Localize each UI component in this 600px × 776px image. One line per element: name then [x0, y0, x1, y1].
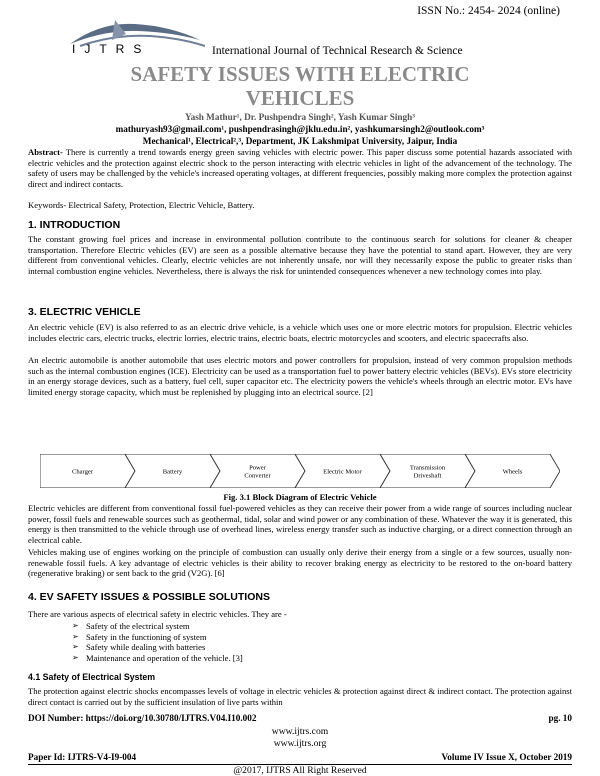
diagram-label-1: Battery [162, 468, 183, 476]
journal-name: International Journal of Technical Research & Science [212, 45, 463, 57]
section-1-heading: 1. INTRODUCTION [28, 219, 121, 231]
list-item-text: Safety in the functioning of system [86, 631, 207, 642]
diagram-label-3: Electric Motor [323, 468, 362, 476]
doi-number: DOI Number: https://doi.org/10.30780/IJTRS.V04.I10.002 [28, 713, 257, 723]
issn-number: ISSN No.: 2454- 2024 (online) [417, 5, 560, 17]
list-item [72, 632, 552, 643]
paper-authors: Yash Mathur¹, Dr. Pushpendra Singh², Yash Kumar Singh³ [184, 112, 416, 122]
website-com[interactable]: www.ijtrs.com [271, 726, 329, 737]
list-item-text: Maintenance and operation of the vehicle. [3] [86, 652, 243, 663]
paper-title: SAFETY ISSUES WITH ELECTRIC VEHICLES [130, 62, 470, 110]
author-affiliation: Mechanical¹, Electrical²,³, Department, JK Lakshmipat University, Jaipur, India [142, 136, 458, 146]
author-emails: mathuryash93@gmail.com¹, pushpendrasingh@jklu.edu.in², yashkumarsingh2@outlook.com³ [115, 124, 485, 134]
section-1-paragraph: The constant growing fuel prices and increase in environmental pollution contribute to the continuous search for solutions for cleaner & cheaper transportation. Therefore Electric vehicles (EV) are seen as a possible alternative because they have the potential to stand apart. However, they are very different from conventional vehicles. Clearly, electric vehicles are not inherently unsafe, nor will they necessarily expose the public to greater risks than internal combustion engine vehicles. Nevertheless, there is always the risk for unintended consequences whenever a new technology comes into play. [28, 234, 572, 276]
diagram-label-0: Charger [71, 468, 94, 476]
figure-caption: Fig. 3.1 Block Diagram of Electric Vehicle [223, 492, 377, 502]
section-4-1-paragraph: The protection against electric shocks encompasses levels of voltage in electric vehicles & protection against direct & indirect contact. The protection against direct contact is carried out by the sufficient insulation of live parts within [28, 686, 572, 707]
arrow-bullet-icon: ➢ [72, 642, 79, 652]
list-item [72, 653, 552, 664]
section-3-paragraph-1: An electric vehicle (EV) is also referred to as an electric drive vehicle, is a vehicle which uses one or more electric motors for propulsion. Electric vehicles includes electric cars, electric trucks, electric lorries, electric trains, electric boats, electric motorcycles and scooters, and electric spacecrafts also. [28, 322, 572, 343]
page-number: pg. 10 [548, 713, 572, 723]
diagram-label-4: Transmission Driveshaft [409, 464, 446, 480]
section-3-heading: 3. ELECTRIC VEHICLE [28, 306, 141, 318]
abstract-label: Abstract- [28, 147, 63, 157]
section-3-paragraph-3: Electric vehicles are different from conventional fossil fuel-powered vehicles as they can receive their power from a wide range of sources including nuclear power, fossil fuels and renewable sources such as geothermal, tidal, solar and wind power or any combination of these. Whatever the way it is generated, this energy is then transmitted to the vehicle through use of overhead lines, wireless energy transfer such as inductive charging, or a direct connection through an electrical cable. [28, 503, 572, 545]
abstract-text: There is currently a trend towards energy green saving vehicles with electric power. This paper discuss some potential hazards associated with electric vehicles and the protection against electric shock to the person interacting with electric vehicles in light of the advancement of the technology. The safety of users may be challenged by the vehicle's increased operating voltages, at different frequencies, possibly making more complex the protection against direct and indirect contacts. [28, 147, 572, 189]
list-item-text: Safety while dealing with batteries [86, 642, 206, 653]
copyright: @2017, IJTRS All Right Reserved [233, 765, 367, 776]
abstract [28, 147, 572, 189]
ev-block-diagram [40, 454, 560, 488]
logo-wordmark: IJTRS [72, 42, 151, 56]
section-4-1-heading: 4.1 Safety of Electrical System [28, 672, 156, 682]
list-item-text: Safety of the electrical system [86, 621, 190, 631]
arrow-bullet-icon: ➢ [72, 652, 79, 662]
paper-id: Paper Id: IJTRS-V4-I9-004 [28, 752, 137, 762]
diagram-label-5: Wheels [502, 468, 523, 476]
section-4-heading: 4. EV SAFETY ISSUES & POSSIBLE SOLUTIONS [28, 591, 270, 603]
volume-issue: Volume IV Issue X, October 2019 [441, 752, 572, 762]
safety-aspects-list [72, 621, 552, 663]
keywords: Keywords- Electrical Safety, Protection, Electric Vehicle, Battery. [28, 200, 255, 210]
section-3-paragraph-2: An electric automobile is another automobile that uses electric motors and power controllers for propulsion, instead of very common propulsion methods such as the internal combustion engines (ICE). Electricity can be used as a transportation fuel to power battery electric vehicles (BEVs). EVs store electricity in an energy storage devices, such as a battery, fuel cell, super capacitor etc. The electricity powers the vehicle's wheels through an electric motor. EVs have limited energy storage capacity, which must be replenished by plugging into an electrical source. [2] [28, 355, 572, 397]
list-item [72, 642, 552, 653]
section-4-intro: There are various aspects of electrical safety in electric vehicles. They are - [28, 609, 287, 619]
diagram-label-2: Power Converter [244, 464, 271, 480]
website-org[interactable]: www.ijtrs.org [273, 738, 327, 749]
arrow-bullet-icon: ➢ [72, 631, 79, 641]
list-item [72, 621, 552, 632]
arrow-bullet-icon: ➢ [72, 621, 79, 630]
section-3-paragraph-4: Vehicles making use of engines working on the principle of combustion can usually only derive their energy from a single or a few sources, usually non-renewable fossil fuels. A key advantage of electric vehicles is their ability to recover braking energy as electricity to be restored to the on-board battery (regenerative braking) or sent back to the grid (V2G). [6] [28, 547, 572, 579]
